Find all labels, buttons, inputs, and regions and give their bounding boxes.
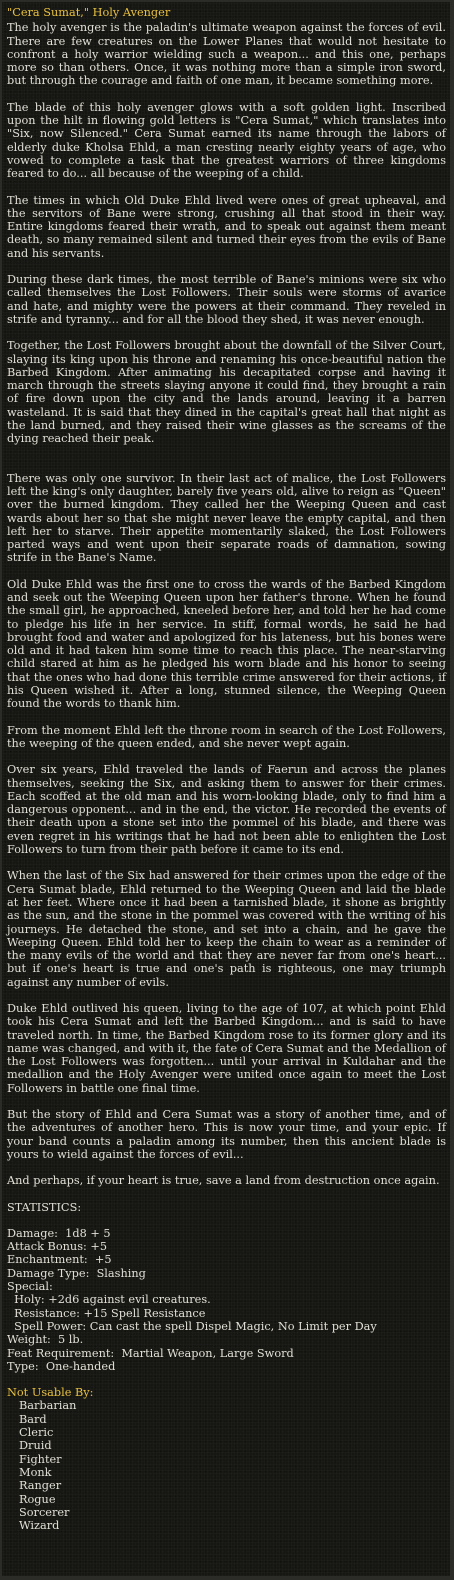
stat-line: Special: <box>7 1280 53 1294</box>
story-paragraph: Together, the Lost Followers brought about the downfall of the Silver Court, slaying its king upon his throne and renaming his once-beautiful nation the Barbed Kingdom. After animating his decapitated corpse and having it march through the streets slaying anyone it could find, they brought a rain of fire down upon the city and the lands around, leaving it a barren wasteland. It is said that they dined in the capital's great hall that night as the land burned, and they raised their wine glasses as the screams of the dying reached their peak. <box>7 339 446 446</box>
class-item: Barbarian <box>19 1399 77 1413</box>
class-item: Wizard <box>19 1519 60 1533</box>
stat-line: Attack Bonus: +5 <box>7 1240 108 1254</box>
statistics-heading: STATISTICS: <box>7 1200 82 1214</box>
story-paragraph: Duke Ehld outlived his queen, living to the age of 107, at which point Ehld took his Cera Sumat and left the Barbed Kingdom... and is said to have traveled north. In time, the Barbed Kingdom rose to its former glory and its name was changed, and with it, the fate of Cera Sumat and the Medallion of the Lost Followers was forgotten... until your arrival in Kuldahar and the medallion and the Holy Avenger were united once again to meet the Lost Followers in battle one final time. <box>7 1002 446 1095</box>
class-item: Rogue <box>19 1492 56 1506</box>
class-item: Cleric <box>19 1426 54 1440</box>
stat-line: Resistance: +15 Spell Resistance <box>7 1306 206 1320</box>
class-item: Sorcerer <box>19 1505 70 1519</box>
stat-line: Holy: +2d6 against evil creatures. <box>7 1293 211 1307</box>
story-paragraph: During these dark times, the most terrible of Bane's minions were six who called themselves the Lost Followers. Their souls were storms of avarice and hate, and mighty were the powers at their command. They reveled in strife and tyranny... and for all the blood they shed, it was never enough. <box>7 273 446 326</box>
description-text-area[interactable] <box>2 2 450 1532</box>
stat-line: Damage Type: Slashing <box>7 1266 146 1280</box>
stat-line: Spell Power: Can cast the spell Dispel Magic, No Limit per Day <box>7 1319 377 1333</box>
story-paragraph: But the story of Ehld and Cera Sumat was a story of another time, and of the adventures of another hero. This is now your time, and your epic. If your band counts a paladin among its number, then this ancient blade is yours to wield against the forces of evil... <box>7 1108 446 1161</box>
not-usable-class-list <box>7 1399 446 1532</box>
story-paragraph: Old Duke Ehld was the first one to cross the wards of the Barbed Kingdom and seek out the Weeping Queen upon her father's throne. When he found the small girl, he approached, kneeled before her, and told her he had come to pledge his life in her service. In stiff, formal words, he said he had brought food and water and apologized for his lateness, but his bones were old and it had taken him some time to reach this place. The near-starving child stared at him as he pledged his worn blade and his honor to seeing that the ones who had done this terrible crime answered for their actions, if his Queen wished it. After a long, stunned silence, the Weeping Queen found the words to thank him. <box>7 577 446 711</box>
story-paragraph: From the moment Ehld left the throne room in search of the Lost Followers, the weeping of the queen ended, and she never wept again. <box>7 723 446 750</box>
story-paragraph: And perhaps, if your heart is true, save a land from destruction once again. <box>7 1174 440 1188</box>
stat-line: Damage: 1d8 + 5 <box>7 1226 111 1240</box>
class-item: Bard <box>19 1412 47 1426</box>
stat-line: Feat Requirement: Martial Weapon, Large Sword <box>7 1346 294 1360</box>
class-item: Druid <box>19 1439 52 1453</box>
stat-line: Type: One-handed <box>7 1359 116 1373</box>
stat-line: Enchantment: +5 <box>7 1253 112 1267</box>
story-paragraph: The times in which Old Duke Ehld lived were ones of great upheaval, and the servitors of Bane were strong, crushing all that stood in their way. Entire kingdoms feared their wrath, and to speak out against them meant death, so many remained silent and turned their eyes from the evils of Bane and his servants. <box>7 193 446 260</box>
story-paragraph: There was only one survivor. In their last act of malice, the Lost Followers left the king's only daughter, barely five years old, alive to reign as "Queen" over the burned kingdom. They called her the Weeping Queen and cast wards about her so that she might never leave the empty capital, and then left her to starve. Their appetite momentarily slaked, the Lost Followers parted ways and went upon their separate roads of damnation, sowing strife in the Bane's Name. <box>7 471 446 565</box>
item-title: "Cera Sumat," Holy Avenger <box>7 6 171 19</box>
stat-line: Weight: 5 lb. <box>7 1333 84 1347</box>
class-item: Monk <box>19 1465 52 1479</box>
not-usable-heading: Not Usable By: <box>7 1386 94 1400</box>
story-paragraph: The holy avenger is the paladin's ultimate weapon against the forces of evil. There are few creatures on the Lower Planes that would not hesitate to confront a holy warrior wielding such a weapon... and this one, perhaps more so than others. Once, it was nothing more than a simple iron sword, but through the courage and faith of one man, it became something more. <box>7 21 446 88</box>
story-paragraph: Over six years, Ehld traveled the lands of Faerun and across the planes themselves, seeking the Six, and asking them to answer for their crimes. Each scoffed at the old man and his worn-looking blade, only to find him a dangerous opponent... and in the end, the victor. He recorded the events of their death upon a stone set into the pommel of his blade, and there was even regret in his writings that he had not been able to enlighten the Lost Followers to turn from their path before it came to its end. <box>7 763 446 857</box>
stats-list <box>7 1227 446 1373</box>
class-item: Ranger <box>19 1479 62 1493</box>
story-paragraph: When the last of the Six had answered for their crimes upon the edge of the Cera Sumat blade, Ehld returned to the Weeping Queen and laid the blade at her feet. Where once it had been a tarnished blade, it shone as brightly as the sun, and the stone in the pommel was covered with the writing of his journeys. He detached the stone, and set into a chain, and he gave the Weeping Queen. Ehld told her to keep the chain to wear as a reminder of the many evils of the world and that they are never far from one's heart... but if one's heart is true and one's path is righteous, one may triumph against any number of evils. <box>7 869 446 989</box>
story-paragraph: The blade of this holy avenger glows with a soft golden light. Inscribed upon the hilt in flowing gold letters is "Cera Sumat," which translates into "Six, now Silenced." Cera Sumat earned its name through the labors of elderly duke Kholsa Ehld, a man cresting nearly eighty years of age, who vowed to complete a task that the greatest warriors of three kingdoms feared to do... all because of the weeping of a child. <box>7 100 446 181</box>
class-item: Fighter <box>19 1452 62 1466</box>
section-spacer <box>7 1373 446 1386</box>
